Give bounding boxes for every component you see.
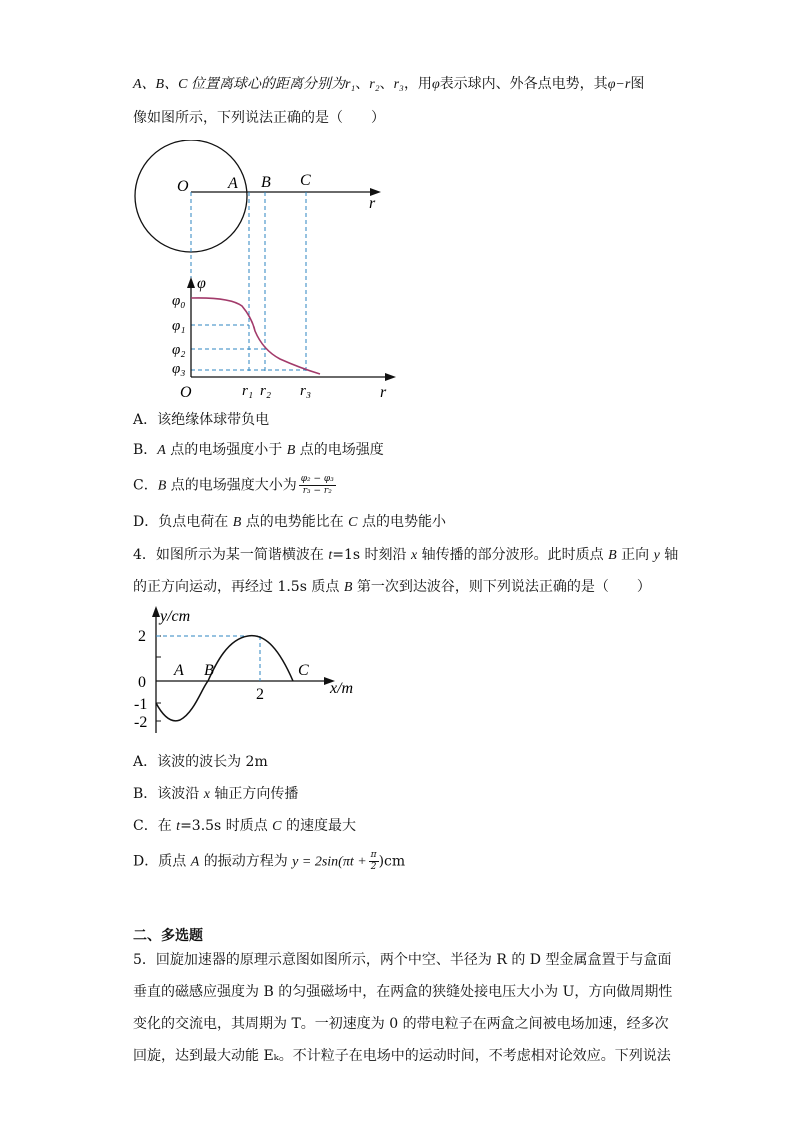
separator: 、 — [355, 76, 370, 92]
label-B: B — [261, 174, 271, 191]
option-b-text: 点的电场强度小于 — [165, 442, 287, 458]
point-C: C — [348, 515, 358, 530]
q4-text: 的正方向运动，再经过 1.5s 质点 — [133, 579, 344, 595]
point-B: B — [343, 580, 353, 595]
q4-opt-text: C．在 — [133, 818, 177, 834]
q4-text: 4．如图所示为某一简谐横波在 — [133, 547, 329, 563]
q3-option-d — [133, 512, 446, 533]
t-var: t — [176, 819, 181, 834]
q3-intro-text: A、B、C 位置离球心的距离分别为 — [133, 77, 345, 92]
q4-stem-line1 — [133, 545, 678, 566]
q4-wave-figure — [130, 603, 380, 743]
point-A: A — [157, 443, 166, 458]
axis-phi-label: φ — [197, 275, 206, 292]
q4-option-a: A．该波的波长为 2m — [133, 754, 268, 770]
y-axis-arrow — [152, 606, 160, 617]
r1-symbol: r₁ — [344, 77, 356, 92]
option-b-prefix: B． — [133, 442, 158, 458]
q4-opt-text: B．该波沿 — [133, 786, 204, 802]
phi-r-graph — [172, 275, 396, 401]
pi-over-2 — [369, 850, 379, 873]
x-var: x — [410, 548, 418, 563]
q5-line1: 5．回旋加速器的原理示意图如图所示，两个中空、半径为 R 的 D 型金属盒置于与盒面 — [133, 952, 672, 968]
q4-text: 正向 — [616, 547, 654, 563]
q3-option-a: A．该绝缘体球带负电 — [133, 412, 270, 428]
q3-option-b — [133, 440, 384, 461]
y-axis-label: y/cm — [160, 608, 191, 625]
phi-axis-arrow — [187, 277, 195, 288]
label-r-top: r — [369, 195, 376, 212]
wave-label-C: C — [298, 662, 309, 679]
field-fraction — [299, 474, 336, 497]
option-c-prefix: C． — [133, 477, 158, 494]
q4-opt-text: D．质点 — [133, 853, 191, 870]
q3-option-c — [133, 474, 336, 497]
label-C: C — [300, 172, 311, 189]
phi0-label: φ₀ — [172, 293, 186, 309]
point-B: B — [608, 548, 617, 563]
x-tick-label-2: 2 — [256, 686, 264, 703]
vibration-equation-tail: )cm — [378, 853, 406, 870]
label-A: A — [228, 175, 238, 192]
phi1-label: φ₁ — [172, 318, 186, 334]
tick-label-neg2: -2 — [134, 714, 148, 731]
q3-intro-text: ，用 — [403, 76, 432, 92]
t-var: t — [328, 548, 333, 563]
q4-opt-text: =3.5s 时质点 — [180, 818, 273, 834]
x-axis-label: x/m — [330, 680, 354, 697]
option-d-text: 点的电势能比在 — [241, 514, 349, 530]
fraction-numerator: φ₂ − φ₃ — [300, 474, 334, 484]
option-d-prefix: D．负点电荷在 — [133, 514, 233, 530]
q3-intro-text: 图 — [630, 76, 645, 92]
q5-line2: 垂直的磁感应强度为 B 的匀强磁场中，在两盒的狭缝处接电压大小为 U，方向做周期性 — [133, 984, 673, 1000]
q4-text: =1s 时刻沿 — [332, 547, 411, 563]
q4-option-c — [133, 816, 356, 837]
r2-symbol: r₂ — [369, 77, 380, 92]
q4-stem-line2 — [133, 577, 651, 598]
point-A: A — [190, 854, 200, 870]
origin-label: O — [180, 384, 192, 401]
q4-opt-text: 轴正方向传播 — [209, 786, 299, 802]
potential-curve — [191, 298, 320, 374]
wave-label-A: A — [174, 662, 184, 679]
q4-option-b — [133, 784, 298, 805]
phi2-label: φ₂ — [172, 342, 186, 358]
wave-label-B: B — [204, 662, 214, 679]
r-axis-bottom-arrow — [385, 373, 396, 381]
point-B: B — [286, 443, 296, 458]
tick-label-2: 2 — [138, 628, 146, 645]
option-c-text: 点的电场强度大小为 — [166, 477, 297, 494]
r3-symbol: r₃ — [393, 77, 404, 92]
q3-intro-line2: 像如图所示，下列说法正确的是（ ） — [133, 110, 385, 126]
q4-text: 第一次到达波谷，则下列说法正确的是（ ） — [352, 579, 651, 595]
sphere-diagram — [135, 140, 381, 252]
fraction-denominator: r₃ − r₂ — [302, 486, 332, 496]
phi3-label: φ₃ — [172, 361, 186, 377]
tick-r2: r₂ — [260, 383, 272, 399]
q4-text: 轴 — [659, 547, 679, 563]
phi-r-symbol: φ−r — [607, 77, 631, 92]
fraction-numerator: π — [370, 850, 377, 860]
x-var: x — [203, 787, 210, 802]
q3-figure — [130, 140, 410, 410]
q4-opt-text: 的速度最大 — [281, 818, 356, 834]
phi-symbol: φ — [431, 77, 440, 92]
y-var: y — [653, 548, 660, 563]
point-C: C — [272, 819, 282, 834]
tick-r3: r₃ — [300, 383, 312, 399]
label-O: O — [177, 178, 189, 195]
fraction-denominator: 2 — [370, 862, 377, 872]
separator: 、 — [379, 76, 394, 92]
tick-label-neg1: -1 — [134, 696, 148, 713]
point-B: B — [157, 478, 167, 494]
q3-intro-line1 — [133, 74, 644, 95]
q5-line3: 变化的交流电，其周期为 T。一初速度为 0 的带电粒子在两盒之间被电场加速，经多次 — [133, 1016, 669, 1032]
tick-label-0: 0 — [138, 674, 146, 691]
vibration-equation: y = 2sin(πt + — [292, 854, 367, 870]
tick-r1: r₁ — [242, 383, 254, 399]
option-b-text: 点的电场强度 — [295, 442, 384, 458]
q4-opt-text: 的振动方程为 — [199, 853, 293, 870]
q4-text: 轴传播的部分波形。此时质点 — [417, 547, 609, 563]
point-B: B — [232, 515, 242, 530]
option-d-text: 点的电势能小 — [357, 514, 446, 530]
section-title: 二、多选题 — [133, 928, 203, 944]
axis-r-bottom: r — [380, 384, 387, 401]
q4-option-d — [133, 850, 405, 873]
guide-lines — [191, 192, 306, 374]
q5-line4: 回旋，达到最大动能 Eₖ。不计粒子在电场中的运动时间，不考虑相对论效应。下列说法 — [133, 1048, 671, 1064]
q3-intro-text: 表示球内、外各点电势，其 — [439, 76, 608, 92]
